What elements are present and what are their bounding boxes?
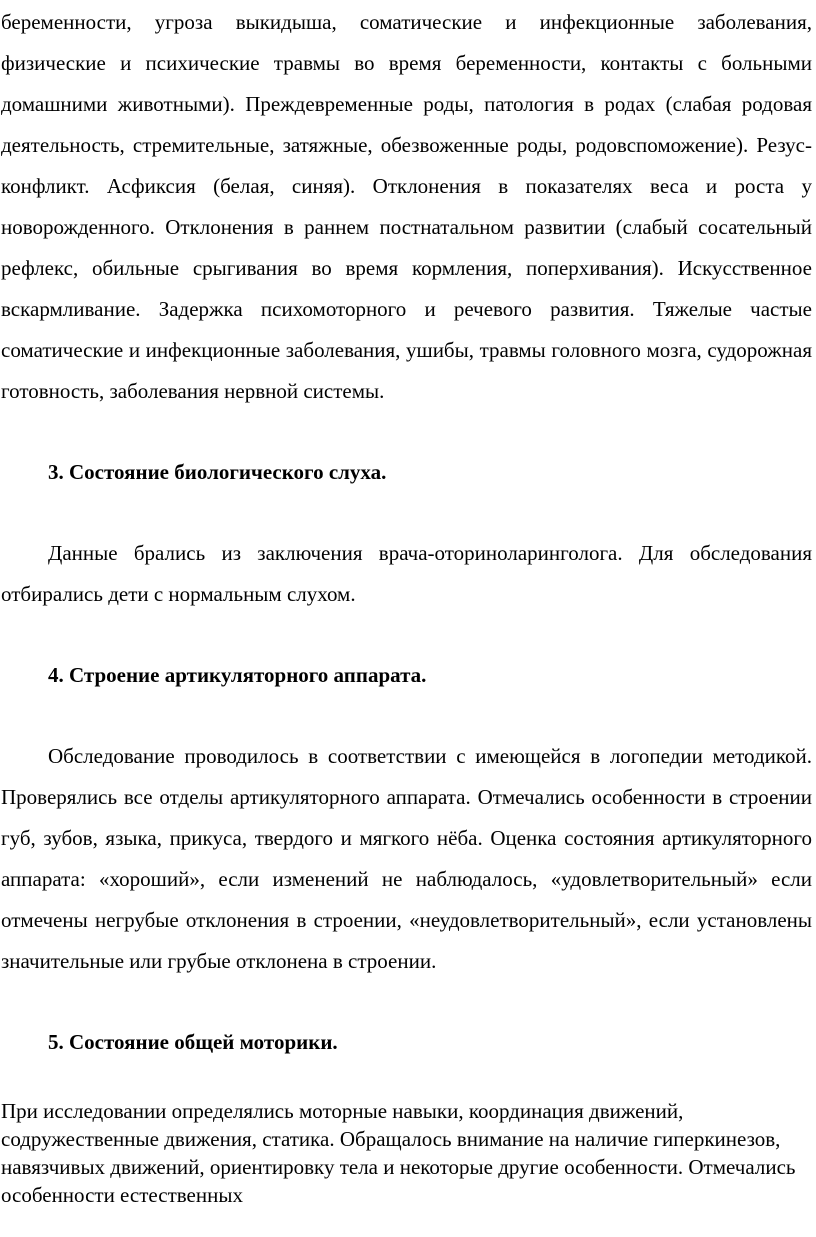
paragraph-continued: беременности, угроза выкидыша, соматические и инфекционные заболевания, физические и психические травмы во время беременности, контакты с больными домашними животными). Преждевременные роды, патология в родах (слабая родовая деятельность, стремительные, затяжные, обезвоженные роды, родовспоможение). Резус-конфликт. Асфиксия (белая, синяя). Отклонения в показателях веса и роста у новорожденного. Отклонения в раннем постнатальном развитии (слабый сосательный рефлекс, обильные срыгивания во время кормления, поперхивания). Искусственное вскармливание. Задержка психомоторного и речевого развития. Тяжелые частые соматические и инфекционные заболевания, ушибы, травмы головного мозга, судорожная готовность, заболевания нервной системы. (1, 10, 812, 403)
spacer (1, 412, 812, 452)
spacer (1, 615, 812, 655)
section-4-heading: 4. Строение артикуляторного аппарата. (48, 663, 427, 687)
section-5-heading: 5. Состояние общей моторики. (48, 1030, 338, 1054)
section-5-paragraph: При исследовании определялись моторные навыки, координация движений, содружественные движения, статика. Обращалось внимание на наличие гиперкинезов, навязчивых движений, ориентировку тела и некоторые другие особенности. Отмечались особенности естественных (1, 1099, 796, 1207)
section-3-paragraph: Данные брались из заключения врача-оториноларинголога. Для обследования отбирались дети с нормальным слухом. (1, 541, 812, 606)
spacer (1, 982, 812, 1022)
section-3-heading: 3. Состояние биологического слуха. (48, 460, 387, 484)
spacer (1, 1063, 812, 1097)
spacer (1, 493, 812, 533)
spacer (1, 696, 812, 736)
section-4-paragraph: Обследование проводилось в соответствии с имеющейся в логопедии методикой. Проверялись все отделы артикуляторного аппарата. Отмечались особенности в строении губ, зубов, языка, прикуса, твердого и мягкого нёба. Оценка состояния артикуляторного аппарата: «хороший», если изменений не наблюдалось, «удовлетворительный» если отмечены негрубые отклонения в строении, «неудовлетворительный», если установлены значительные или грубые отклонена в строении. (1, 744, 812, 973)
